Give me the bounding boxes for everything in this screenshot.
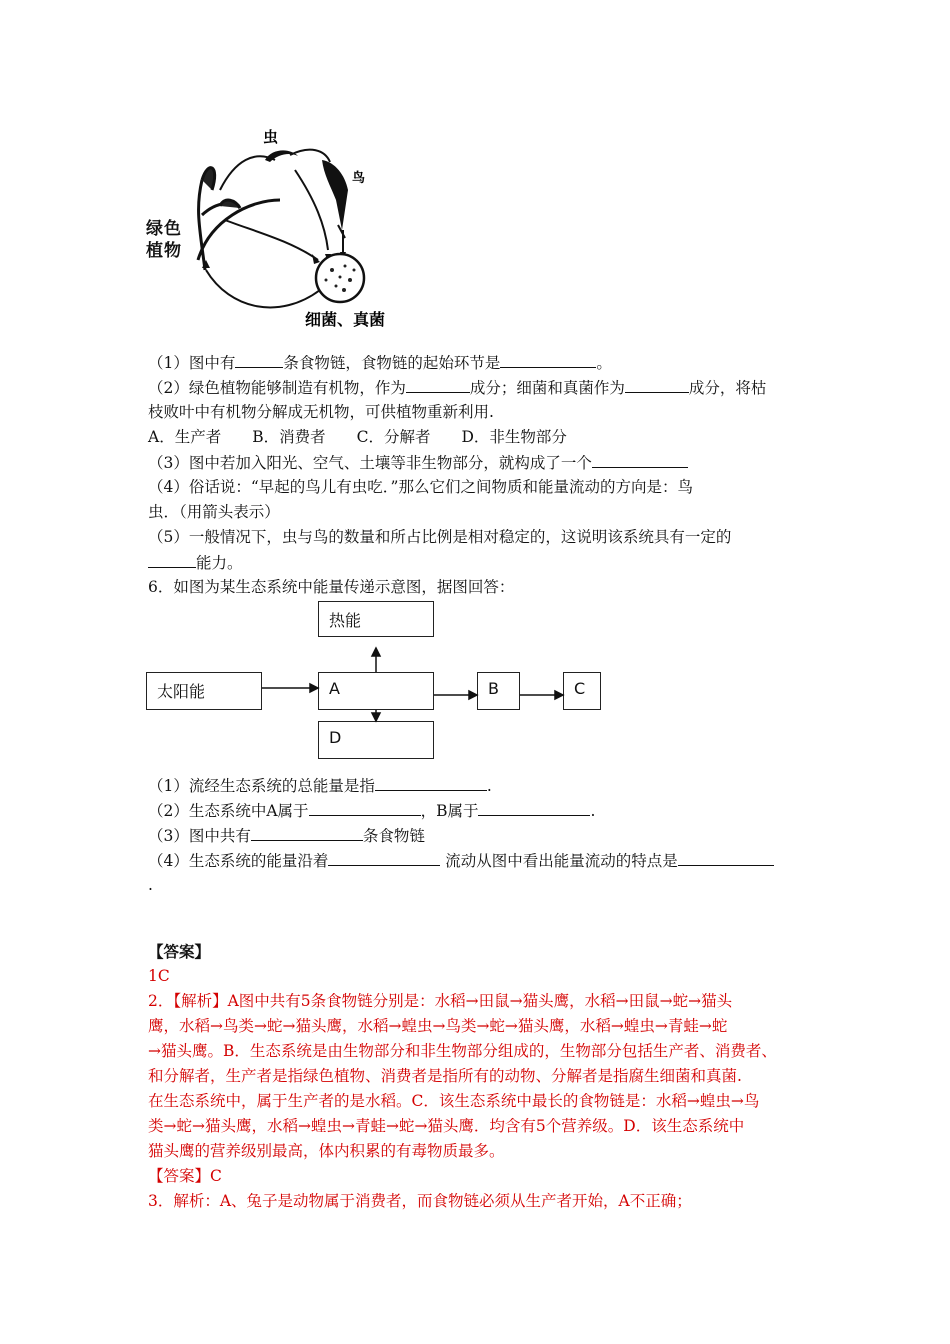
q5-line-3: 枝败叶中有机物分解成无机物，可供植物重新利用. [148,403,494,421]
answer-2-answer: 【答案】C [148,1167,222,1185]
answer-2-line-4: 和分解者，生产者是指绿色植物、消费者是指所有的动物、分解者是指腐生细菌和真菌. [148,1067,742,1085]
answer-2-line-6: 类→蛇→猫头鹰，水稻→蝗虫→青蛙→蛇→猫头鹰．均含有5个营养级。D．该生态系统中 [148,1117,745,1135]
answer-blank[interactable] [678,850,774,866]
q6-line-2: （2）生态系统中A属于 ，B属于 . [148,802,596,820]
q6-line-4: （4）生态系统的能量沿着 流动从图中看出能量流动的特点是 [148,850,774,871]
q6-line-3: （3）图中共有 条食物链 [148,827,425,845]
box-a: A [318,672,434,710]
q5-line-1: （1）图中有 条食物链，食物链的起始环节是 。 [148,354,612,372]
q5-line-6: （4）俗话说：“早起的鸟儿有虫吃．”那么它们之间物质和能量流动的方向是：鸟 [148,478,693,496]
box-c: C [563,672,601,710]
heat-box: 热能 [318,601,434,637]
answer-2-line-5: 在生态系统中，属于生产者的是水稻。C．该生态系统中最长的食物链是：水稻→蝗虫→鸟 [148,1092,760,1110]
box-d: D [318,721,434,759]
q5-options: A．生产者 B．消费者 C．分解者 D．非生物部分 [148,428,567,446]
answer-blank[interactable] [478,800,590,816]
q6-line-1: （1）流经生态系统的总能量是指 . [148,777,492,795]
q5-line-9: 能力。 [148,552,243,573]
answer-1: 1C [148,967,170,985]
answer-blank[interactable] [251,825,363,841]
answer-2-line-7: 猫头鹰的营养级别最高，体内积累的有毒物质最多。 [148,1142,505,1160]
q6-title: 6．如图为某生态系统中能量传递示意图，据图回答： [148,578,515,596]
q5-line-8: （5）一般情况下，虫与鸟的数量和所占比例是相对稳定的，这说明该系统具有一定的 [148,528,732,546]
answer-2-line-2: 鹰，水稻→鸟类→蛇→猫头鹰，水稻→蝗虫→鸟类→蛇→猫头鹰，水稻→蝗虫→青蛙→蛇 [148,1017,728,1035]
box-b: B [477,672,520,710]
answer-2-line-1: 2．【解析】A图中共有5条食物链分别是：水稻→田鼠→猫头鹰，水稻→田鼠→蛇→猫头 [148,992,733,1010]
decomposer-label: 细菌、真菌 [305,310,386,329]
sun-box: 太阳能 [146,672,262,710]
q6-line-5: . [148,876,153,894]
answer-2-line-3: →猫头鹰。B．生态系统是由生物部分和非生物部分组成的，生物部分包括生产者、消费者、 [148,1042,777,1060]
plant-label: 绿色植物 [146,219,182,261]
q5-line-2: （2）绿色植物能够制造有机物，作为 成分；细菌和真菌作为 成分，将枯 [148,379,767,397]
answer-blank[interactable] [309,800,421,816]
insect-label: 虫 [263,128,279,146]
q5-line-5: （3）图中若加入阳光、空气、土壤等非生物部分，就构成了一个 [148,452,688,473]
bird-label: 鸟 [352,171,366,186]
q5-line-7: 虫．（用箭头表示） [148,503,280,521]
answer-3-line-1: 3．解析：A、兔子是动物属于消费者，而食物链必须从生产者开始，A不正确； [148,1192,692,1210]
answers-header: 【答案】 [148,942,211,961]
answer-blank[interactable] [328,850,440,866]
answer-blank[interactable] [375,775,487,791]
